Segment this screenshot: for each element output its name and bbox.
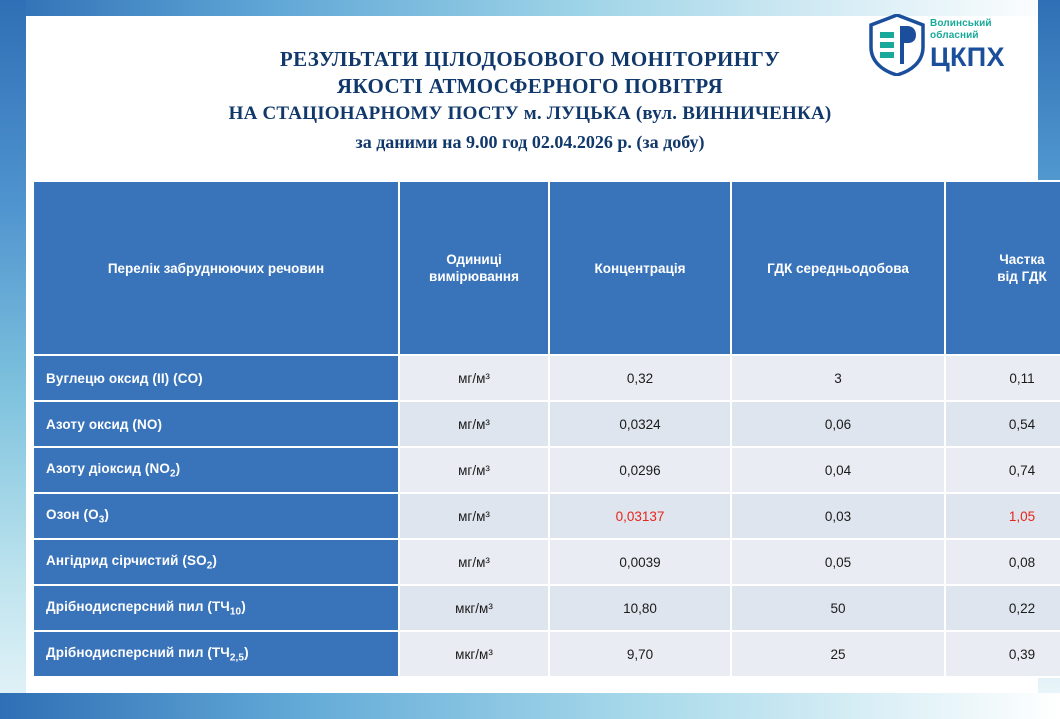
gdk-cell: 0,03 (731, 493, 945, 539)
concentration-cell: 0,0296 (549, 447, 731, 493)
concentration-cell: 10,80 (549, 585, 731, 631)
header-part-line1: Частка (999, 252, 1045, 267)
table-row (33, 401, 1060, 447)
table-row (33, 585, 1060, 631)
title-line-2: ЯКОСТІ АТМОСФЕРНОГО ПОВІТРЯ (336, 74, 724, 98)
header-unit-line2: вимірювання (429, 269, 519, 284)
share-of-gdk-cell: 0,39 (945, 631, 1060, 677)
share-of-gdk-cell: 0,11 (945, 355, 1060, 401)
share-of-gdk-cell: 0,74 (945, 447, 1060, 493)
gdk-cell: 50 (731, 585, 945, 631)
concentration-cell: 0,0324 (549, 401, 731, 447)
logo-acronym: ЦКПХ (930, 42, 1005, 72)
logo-subtitle: Волинський обласний (930, 18, 992, 41)
page-title (0, 46, 1060, 155)
gdk-cell: 0,06 (731, 401, 945, 447)
table-body (33, 355, 1060, 677)
unit-cell: мг/м³ (399, 355, 549, 401)
concentration-cell: 0,0039 (549, 539, 731, 585)
unit-cell: мг/м³ (399, 401, 549, 447)
header-part-line2: від ГДК (997, 269, 1047, 284)
header-unit-line1: Одиниці (446, 252, 502, 267)
title-line-1: РЕЗУЛЬТАТИ ЦІЛОДОБОВОГО МОНІТОРИНГУ (279, 47, 781, 71)
decorative-bottom-band (0, 693, 1060, 719)
unit-cell: мг/м³ (399, 539, 549, 585)
unit-cell: мкг/м³ (399, 585, 549, 631)
pollutant-name-cell: Вуглецю оксид (II) (CO) (33, 355, 399, 401)
table-row (33, 355, 1060, 401)
pollutant-name-cell: Ангідрид сірчистий $(SO_2)$ (33, 539, 399, 585)
table-row (33, 539, 1060, 585)
gdk-cell: 3 (731, 355, 945, 401)
gdk-cell: 25 (731, 631, 945, 677)
pollutant-name-cell: Дрібнодисперсний пил $(ТЧ_{2,5})$ (33, 631, 399, 677)
table-row (33, 631, 1060, 677)
gdk-cell: 0,05 (731, 539, 945, 585)
monitoring-results-table (32, 180, 1060, 678)
unit-cell: мг/м³ (399, 447, 549, 493)
concentration-cell: 9,70 (549, 631, 731, 677)
share-of-gdk-cell: 0,08 (945, 539, 1060, 585)
pollutant-name-cell: Дрібнодисперсний пил $(ТЧ_{10})$ (33, 585, 399, 631)
table-row (33, 447, 1060, 493)
pollutant-name-cell: Озон $(O_3)$ (33, 493, 399, 539)
pollutant-name-cell: Азоту діоксид $(NO_2)$ (33, 447, 399, 493)
table-header-row (33, 181, 1060, 355)
title-line-4: за даними на 9.00 год 02.04.2026 р. (за добу) (355, 132, 705, 152)
header-concentration: Концентрація (549, 181, 731, 355)
unit-cell: мкг/м³ (399, 631, 549, 677)
share-of-gdk-cell: 0,54 (945, 401, 1060, 447)
unit-cell: мг/м³ (399, 493, 549, 539)
concentration-cell: 0,03137 (549, 493, 731, 539)
title-line-3: НА СТАЦІОНАРНОМУ ПОСТУ м. ЛУЦЬКА (вул. ВИННИЧЕНКА) (228, 103, 832, 124)
header-gdk: ГДК середньодобова (731, 181, 945, 355)
table-row (33, 493, 1060, 539)
header-measurement-unit (399, 181, 549, 355)
gdk-cell: 0,04 (731, 447, 945, 493)
header-pollutant-name: Перелік забруднюючих речовин (33, 181, 399, 355)
share-of-gdk-cell: 1,05 (945, 493, 1060, 539)
share-of-gdk-cell: 0,22 (945, 585, 1060, 631)
pollutant-name-cell: Азоту оксид (NO) (33, 401, 399, 447)
concentration-cell: 0,32 (549, 355, 731, 401)
header-share-of-gdk (945, 181, 1060, 355)
